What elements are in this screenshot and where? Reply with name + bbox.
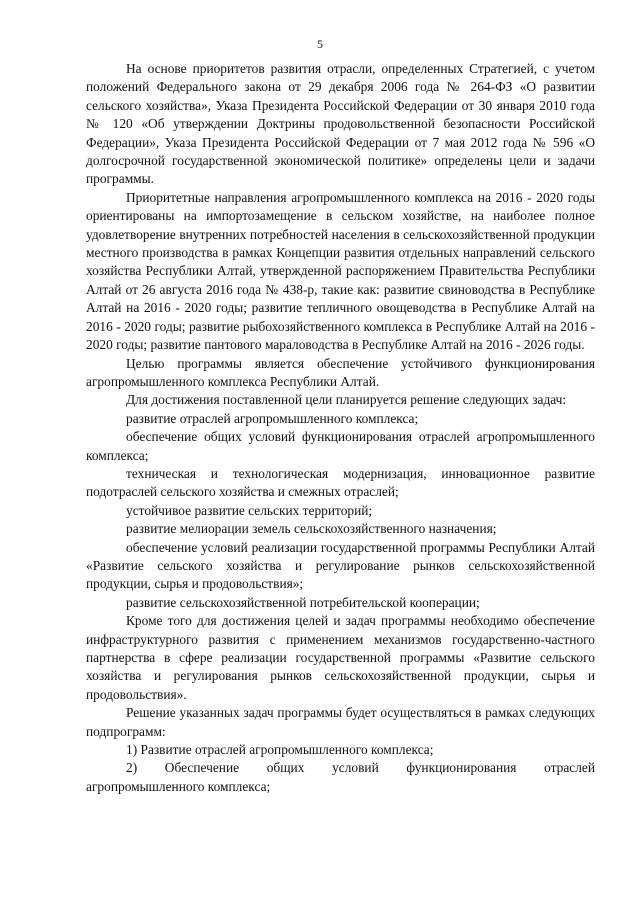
task-item: развитие сельскохозяйственной потребительской кооперации; (126, 594, 480, 610)
task-item: развитие отраслей агропромышленного комплекса; (126, 410, 419, 426)
task-item: развитие мелиорации земель сельскохозяйственного назначения; (126, 521, 497, 537)
paragraph-subprograms-intro: Решение указанных задач программы будет осуществляться в рамках следующих подпрограмм: (86, 705, 595, 739)
paragraph-tasks-intro: Для достижения поставленной цели планируется решение следующих задач: (126, 392, 567, 408)
task-item: обеспечение условий реализации государственной программы Республики Алтай «Развитие сельского хозяйства и регулирование рынков сельскохозяйственной продукции, сырья и продовольствия»; (86, 539, 595, 592)
task-item: обеспечение общих условий функционирования отраслей агропромышленного комплекса; (86, 429, 595, 463)
document-body (86, 60, 595, 796)
paragraph-infrastructure: Кроме того для достижения целей и задач программы необходимо обеспечение инфраструктурного развития с применением механизмов государственно-частного партнерства в сфере реализации государственной программы «Развитие сельского хозяйства и регулирования рынков сельскохозяйственной продукции, сырья и продовольствия». (86, 613, 595, 702)
subprogram-item: 1) Развитие отраслей агропромышленного комплекса; (126, 742, 434, 758)
subprogram-item: 2) Обеспечение общих условий функционирования отраслей агропромышленного комплекса; (86, 760, 595, 794)
page-number: 5 (317, 37, 323, 51)
task-item: техническая и технологическая модернизация, инновационное развитие подотраслей сельского хозяйства и смежных отраслей; (86, 465, 595, 500)
paragraph-goal: Целью программы является обеспечение устойчивого функционирования агропромышленного комплекса Республики Алтай. (86, 355, 595, 389)
paragraph-priorities: Приоритетные направления агропромышленного комплекса на 2016 - 2020 годы ориентированы на импортозамещение в сельском хозяйстве, на наиболее полное удовлетворение внутренних потребностей населения в сельскохозяйственной продукции местного производства в рамках Концепции развития отдельных направлений сельского хозяйства Республики Алтай, утвержденной распоряжением Правительства Республики Алтай от 26 августа 2016 года № 438-р, такие как: развитие свиноводства в Республике Алтай на 2016 - 2020 годы; развитие тепличного овощеводства в Республике Алтай на 2016 - 2020 годы; развитие рыбохозяйственного комплекса в Республике Алтай на 2016 - 2020 годы; развитие пантового мараловодства в Республике Алтай на 2016 - 2026 годы. (86, 189, 595, 353)
paragraph-basis: На основе приоритетов развития отрасли, определенных Стратегией, с учетом положений Федерального закона от 29 декабря 2006 года № 264-ФЗ «О развитии сельского хозяйства», Указа Президента Российской Федерации от 30 января 2010 года № 120 «Об утверждении Доктрины продовольственной безопасности Российской Федерации», Указа Президента Российской Федерации от 7 мая 2012 года № 596 «О долгосрочной государственной экономической политике» определены цели и задачи программы. (86, 61, 595, 187)
task-item: устойчивое развитие сельских территорий; (126, 502, 373, 518)
